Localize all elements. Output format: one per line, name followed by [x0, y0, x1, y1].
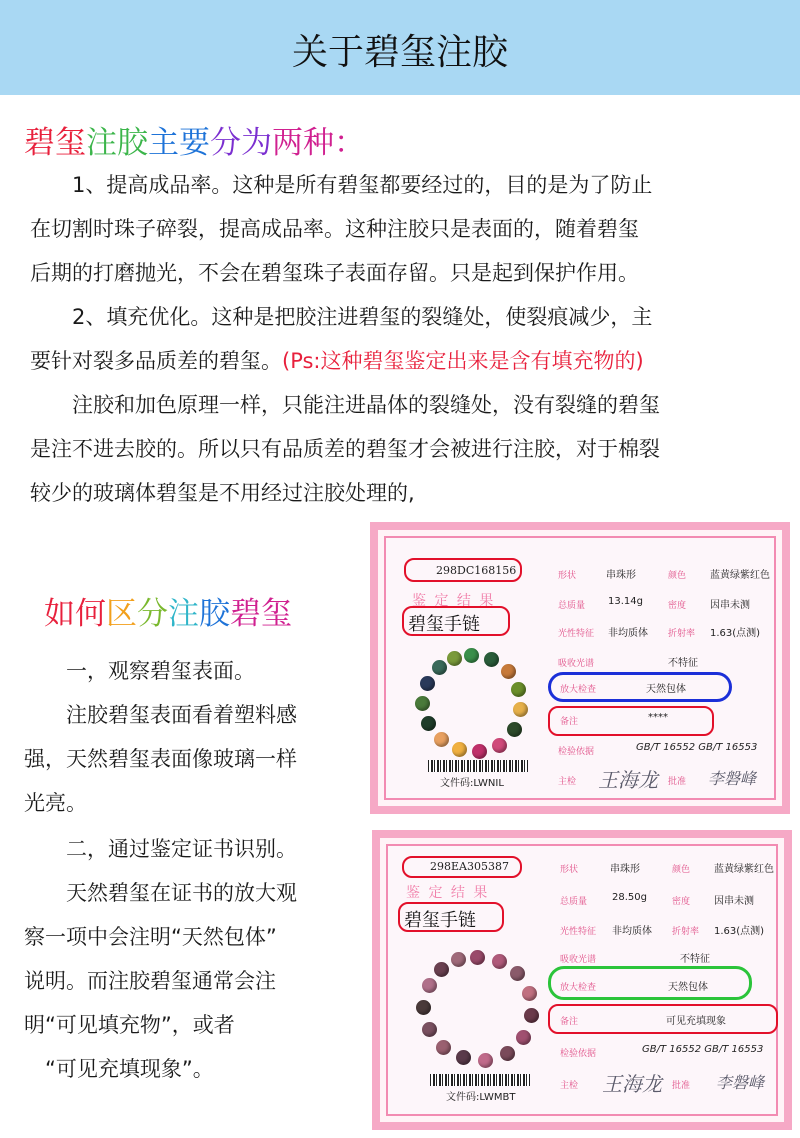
method-1-line: 注胶碧玺表面看着塑料感 — [24, 703, 297, 727]
bead — [484, 652, 499, 667]
certificate-2 — [372, 830, 792, 1130]
label-density: 密度 — [672, 897, 691, 907]
heading-char: 分 — [210, 125, 241, 161]
paragraph-2-line-last — [30, 339, 775, 383]
heading-char: 胶 — [199, 596, 230, 632]
label-remark: 备注 — [560, 717, 579, 727]
label-magnify: 放大检查 — [560, 983, 597, 993]
section1-heading — [24, 117, 365, 162]
label-mass: 总质量 — [560, 897, 588, 907]
method-2-text — [24, 827, 354, 1091]
label-authorizer: 批准 — [672, 1081, 691, 1091]
label-mass: 总质量 — [558, 601, 586, 611]
paragraph-3 — [30, 383, 775, 515]
label-absorption: 吸收光谱 — [558, 659, 595, 669]
paragraph-3-line: 较少的玻璃体碧玺是不用经过注胶处理的, — [30, 481, 415, 505]
value-mass: 28.50g — [612, 892, 647, 903]
ps-note: (Ps:这种碧玺鉴定出来是含有填充物的) — [282, 349, 644, 373]
file-code: 文件码:LWNIL — [440, 778, 504, 789]
paragraph-1-line: 后期的打磨抛光，不会在碧玺珠子表面存留。只是起到保护作用。 — [30, 261, 639, 285]
heading-char: 两 — [272, 125, 303, 161]
bead — [492, 954, 507, 969]
bead — [500, 1046, 515, 1061]
heading-char: 注 — [86, 125, 117, 161]
bead — [436, 1040, 451, 1055]
label-color: 颜色 — [668, 571, 687, 581]
item-name: 碧玺手链 — [408, 614, 480, 635]
value-optic: 非均质体 — [612, 926, 652, 937]
method-2-line: “可见充填现象”。 — [24, 1057, 214, 1081]
paragraph-2-text: 要针对裂多品质差的碧玺。 — [30, 349, 282, 373]
value-standard: GB/T 16552 GB/T 16553 — [642, 1044, 764, 1055]
value-magnify: 天然包体 — [646, 684, 686, 695]
heading-char: 注 — [168, 596, 199, 632]
bead — [422, 1022, 437, 1037]
paragraph-2 — [30, 295, 775, 383]
bead — [422, 978, 437, 993]
bead — [522, 986, 537, 1001]
label-shape: 形状 — [558, 571, 577, 581]
bead — [470, 950, 485, 965]
item-name: 碧玺手链 — [404, 910, 476, 931]
bead — [472, 744, 487, 759]
bead — [434, 732, 449, 747]
bead — [510, 966, 525, 981]
bead — [447, 651, 462, 666]
heading-char: 碧 — [230, 596, 261, 632]
value-density: 因串未测 — [710, 600, 750, 611]
value-magnify: 天然包体 — [668, 982, 708, 993]
bead — [511, 682, 526, 697]
heading-char: 为 — [241, 125, 272, 161]
heading-char: 种 — [303, 125, 334, 161]
label-shape: 形状 — [560, 865, 579, 875]
heading-char: 胶 — [117, 125, 148, 161]
value-absorption: 不特征 — [668, 658, 698, 669]
paragraph-1-line: 1、提高成品率。这种是所有碧玺都要经过的，目的是为了防止 — [30, 173, 653, 197]
value-color: 蓝黄绿紫红色 — [714, 864, 774, 875]
value-standard: GB/T 16552 GB/T 16553 — [636, 742, 758, 753]
method-1-line: 一，观察碧玺表面。 — [24, 659, 255, 683]
value-remark: 可见充填现象 — [666, 1016, 726, 1027]
value-ri: 1.63(点测) — [714, 926, 765, 937]
label-standard: 检验依据 — [558, 747, 595, 757]
bead — [513, 702, 528, 717]
heading-char: 如 — [44, 596, 75, 632]
bead — [478, 1053, 493, 1068]
bead — [415, 696, 430, 711]
bead — [492, 738, 507, 753]
tester-signature: 王海龙 — [598, 768, 658, 792]
method-1-text — [24, 649, 354, 825]
value-remark: **** — [648, 712, 668, 723]
value-density: 因串未测 — [714, 896, 754, 907]
label-tester: 主检 — [560, 1081, 579, 1091]
value-mass: 13.14g — [608, 596, 643, 607]
label-tester: 主检 — [558, 777, 577, 787]
label-standard: 检验依据 — [560, 1049, 597, 1059]
certificate-number: 298EA305387 — [430, 860, 509, 873]
barcode — [430, 1074, 530, 1086]
label-authorizer: 批准 — [668, 777, 687, 787]
barcode — [428, 760, 528, 772]
heading-char: 何 — [75, 596, 106, 632]
heading-char: 玺 — [55, 125, 86, 161]
section2-heading — [44, 588, 292, 633]
method-2-line: 天然碧玺在证书的放大观 — [24, 881, 297, 905]
bead — [456, 1050, 471, 1065]
method-2-line: 二，通过鉴定证书识别。 — [24, 837, 297, 861]
bead — [524, 1008, 539, 1023]
method-2-line: 察一项中会注明“天然包体” — [24, 925, 277, 949]
paragraph-3-line: 注胶和加色原理一样，只能注进晶体的裂缝处，没有裂缝的碧玺 — [30, 393, 660, 417]
tester-signature: 王海龙 — [602, 1072, 662, 1096]
bead — [451, 952, 466, 967]
result-title: 鉴 定 结 果 — [406, 885, 490, 901]
heading-char: 分 — [137, 596, 168, 632]
bead — [464, 648, 479, 663]
paragraph-2-line: 2、填充优化。这种是把胶注进碧玺的裂缝处，使裂痕减少，主 — [30, 305, 653, 329]
bead — [501, 664, 516, 679]
bead — [420, 676, 435, 691]
paragraph-3-line: 是注不进去胶的。所以只有品质差的碧玺才会被进行注胶，对于棉裂 — [30, 437, 660, 461]
heading-char: 区 — [106, 596, 137, 632]
bead — [516, 1030, 531, 1045]
authorizer-signature: 李磐峰 — [708, 769, 757, 788]
label-color: 颜色 — [672, 865, 691, 875]
method-1-line: 强，天然碧玺表面像玻璃一样 — [24, 747, 297, 771]
value-optic: 非均质体 — [608, 628, 648, 639]
bead — [416, 1000, 431, 1015]
bead — [434, 962, 449, 977]
page-title: 关于碧玺注胶 — [291, 32, 508, 73]
paragraph-1 — [30, 163, 775, 295]
value-shape: 串珠形 — [610, 864, 640, 875]
label-absorption: 吸收光谱 — [560, 955, 597, 965]
label-density: 密度 — [668, 601, 687, 611]
method-1-line: 光亮。 — [24, 791, 87, 815]
certificate-number: 298DC168156 — [436, 564, 517, 577]
remark-highlight — [548, 1004, 778, 1034]
bead — [452, 742, 467, 757]
heading-char: 要 — [179, 125, 210, 161]
bracelet-photo — [416, 950, 544, 1068]
label-ri: 折射率 — [668, 629, 696, 639]
method-2-line: 明“可见填充物”，或者 — [24, 1013, 235, 1037]
value-ri: 1.63(点测) — [710, 628, 761, 639]
heading-char: ： — [334, 125, 365, 161]
result-title: 鉴 定 结 果 — [412, 593, 496, 609]
label-optic: 光性特征 — [558, 629, 595, 639]
bead — [421, 716, 436, 731]
value-shape: 串珠形 — [606, 570, 636, 581]
method-2-line: 说明。而注胶碧玺通常会注 — [24, 969, 276, 993]
value-absorption: 不特征 — [680, 954, 710, 965]
label-optic: 光性特征 — [560, 927, 597, 937]
heading-char: 主 — [148, 125, 179, 161]
certificate-1 — [370, 522, 790, 814]
bead — [432, 660, 447, 675]
label-remark: 备注 — [560, 1017, 579, 1027]
label-magnify: 放大检查 — [560, 685, 597, 695]
heading-char: 碧 — [24, 125, 55, 161]
bead — [507, 722, 522, 737]
paragraph-1-line: 在切割时珠子碎裂，提高成品率。这种注胶只是表面的，随着碧玺 — [30, 217, 639, 241]
bracelet-photo — [412, 648, 532, 758]
file-code: 文件码:LWMBT — [446, 1092, 516, 1103]
heading-char: 玺 — [261, 596, 292, 632]
authorizer-signature: 李磐峰 — [716, 1073, 765, 1092]
value-color: 蓝黄绿紫红色 — [710, 570, 770, 581]
label-ri: 折射率 — [672, 927, 700, 937]
